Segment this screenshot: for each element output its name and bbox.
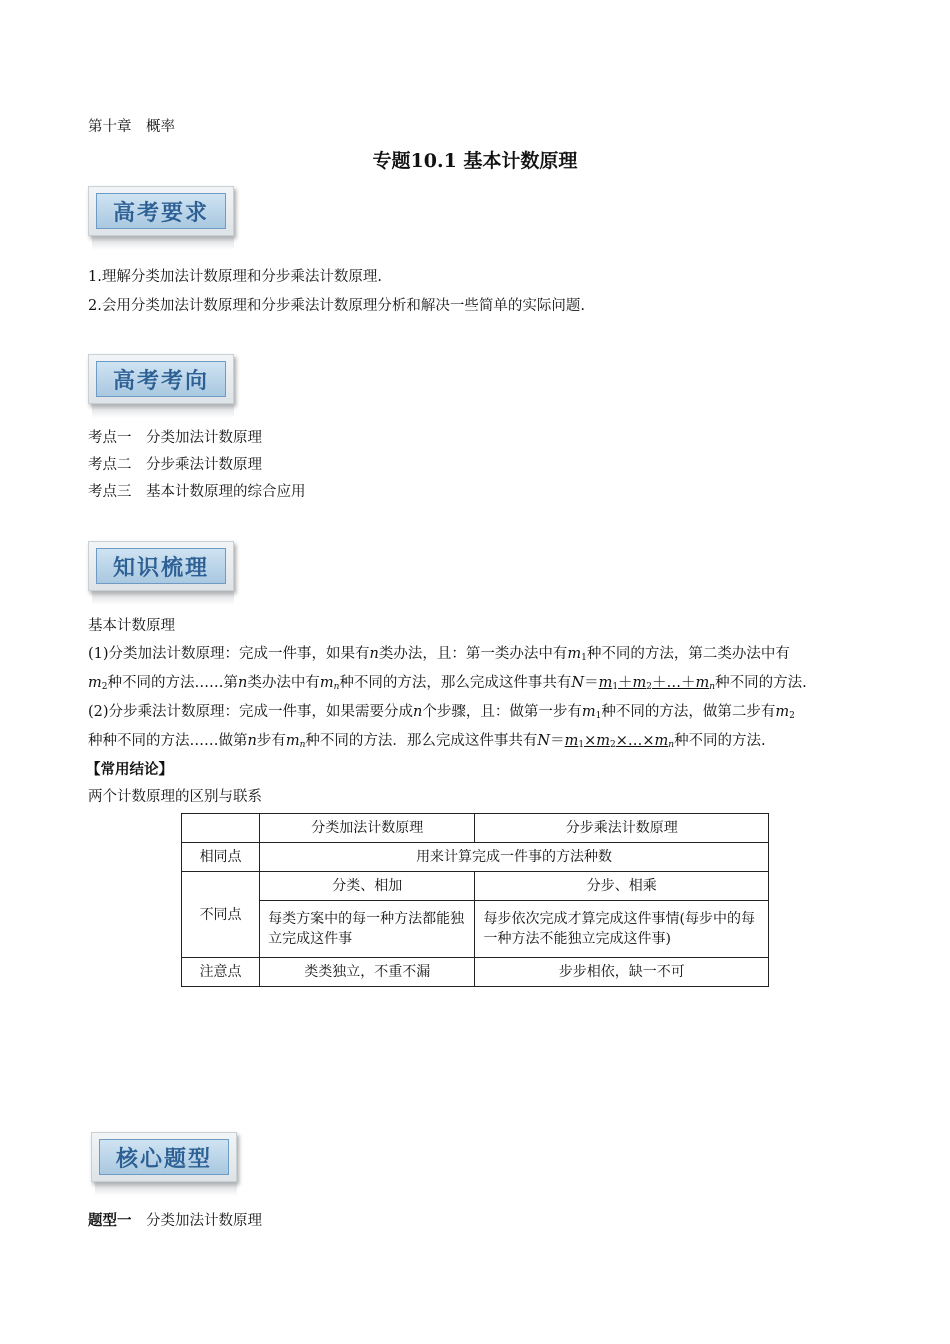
addition-principle-line-2: $m_2$种不同的方法……第n类办法中有$m_n$种不同的方法，那么完成这件事共有$N=m_1+m_2+\dots+m_n$种不同的方法. [88,675,807,692]
diff-addition-detail: 每类方案中的每一种方法都能独立完成这件事 [260,901,475,958]
table-row [182,843,769,872]
note-multiplication: 步步相依，缺一不可 [475,958,769,987]
row-label-diff: 不同点 [182,872,260,958]
exam-point-item: 考点二 分步乘法计数原理 [88,457,262,473]
row-label-note: 注意点 [182,958,260,987]
section-badge-knowledge [88,541,234,607]
question-type-label: 题型一 [88,1212,132,1229]
badge-label: 高考要求 [96,193,226,229]
section-badge-core [91,1132,237,1198]
table-intro: 两个计数原理的区别与联系 [88,789,262,805]
row-label-same: 相同点 [182,843,260,872]
table-row [182,872,769,901]
badge-label: 核心题型 [99,1139,229,1175]
badge-label: 高考考向 [96,361,226,397]
note-addition: 类类独立，不重不漏 [260,958,475,987]
diff-multiplication-short: 分步、相乘 [475,872,769,901]
diff-addition-short: 分类、相加 [260,872,475,901]
page-title: 专题10.1 基本计数原理 [372,150,578,172]
addition-principle-line-1: (1)分类加法计数原理：完成一件事，如果有n类办法，且：第一类办法中有$m_1$种不同的方法，第二类办法中有 [88,646,790,663]
badge-label: 知识梳理 [96,548,226,584]
requirement-item: 1.理解分类加法计数原理和分步乘法计数原理. [88,269,382,285]
multiplication-principle-line-1: (2)分步乘法计数原理：完成一件事，如果需要分成n个步骤，且：做第一步有$m_1$种不同的方法，做第二步有$m_2$ [88,704,795,721]
same-point-value: 用来计算完成一件事的方法种数 [260,843,769,872]
diff-multiplication-detail: 每步依次完成才算完成这件事情(每步中的每一种方法不能独立完成这件事) [475,901,769,958]
comparison-table [181,813,769,987]
table-row [182,901,769,958]
knowledge-heading: 基本计数原理 [88,618,175,634]
exam-point-item: 考点三 基本计数原理的综合应用 [88,484,306,500]
table-cell-empty [182,814,260,843]
question-type-text: 分类加法计数原理 [131,1213,262,1229]
table-row [182,814,769,843]
requirement-item: 2.会用分类加法计数原理和分步乘法计数原理分析和解决一些简单的实际问题. [88,298,585,314]
chapter-label: 第十章 概率 [88,119,175,135]
question-type-heading [88,1211,262,1231]
table-row [182,958,769,987]
multiplication-principle-line-2: 种种不同的方法……做第n步有$m_n$种不同的方法．那么完成这件事共有$N=m_1\times m_2\times\dots\times m_n$种不同的方法. [88,733,766,750]
table-header-multiplication: 分步乘法计数原理 [475,814,769,843]
table-header-addition: 分类加法计数原理 [260,814,475,843]
section-badge-direction [88,354,234,420]
conclusion-label: 【常用结论】 [86,761,173,778]
section-badge-requirements [88,186,234,252]
exam-point-item: 考点一 分类加法计数原理 [88,430,262,446]
